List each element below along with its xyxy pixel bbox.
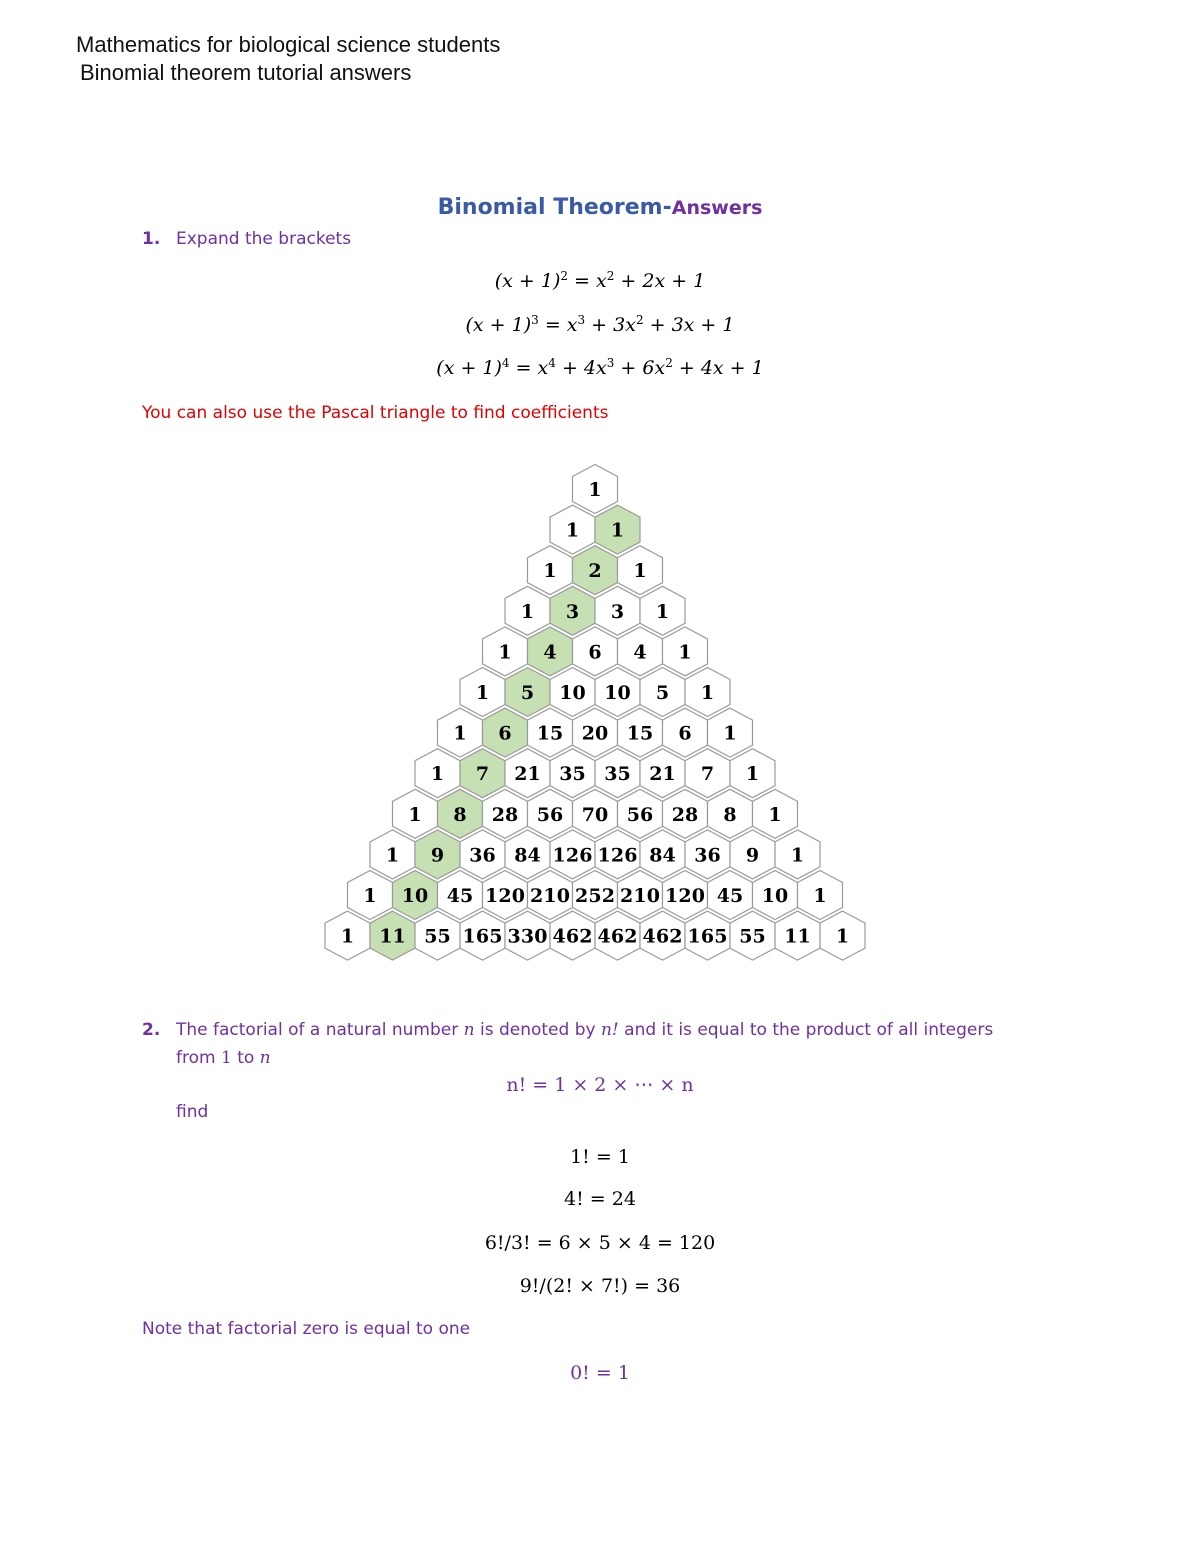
pascal-cell xyxy=(483,871,528,920)
pascal-value: 56 xyxy=(626,803,654,826)
pascal-value: 2 xyxy=(588,560,602,583)
pascal-value: 462 xyxy=(597,925,638,948)
pascal-value: 5 xyxy=(655,682,670,704)
pascal-value: 1 xyxy=(498,641,512,664)
pascal-cell xyxy=(528,871,573,920)
pascal-value: 45 xyxy=(446,885,474,907)
pascal-cell xyxy=(708,708,753,757)
find-label: find xyxy=(176,1102,209,1122)
pascal-value: 55 xyxy=(424,925,451,948)
pascal-cell xyxy=(573,708,618,757)
pascal-cell xyxy=(348,871,393,920)
pascal-value: 7 xyxy=(700,763,715,786)
pascal-cell xyxy=(685,668,730,717)
question-2-text-c: and it is equal to the product of all integers xyxy=(618,1020,994,1040)
question-1-text: Expand the brackets xyxy=(176,229,352,249)
pascal-cell xyxy=(595,586,640,635)
eq3-mid-exp: 4 xyxy=(548,356,556,370)
pascal-cell xyxy=(618,546,663,595)
pascal-value: 462 xyxy=(642,925,683,948)
pascal-cell xyxy=(618,627,663,676)
pascal-value: 1 xyxy=(565,519,580,542)
pascal-cell xyxy=(595,749,640,798)
question-2-number: 2. xyxy=(142,1020,161,1040)
pascal-cell xyxy=(663,871,708,920)
pascal-cell xyxy=(505,911,550,960)
answer-2: 4! = 24 xyxy=(564,1188,636,1210)
pascal-value: 165 xyxy=(462,925,503,948)
pascal-cell xyxy=(415,911,460,960)
pascal-cell xyxy=(505,830,550,879)
pascal-cell xyxy=(550,749,595,798)
pascal-cell xyxy=(460,830,505,879)
pascal-value: 45 xyxy=(716,885,744,907)
pascal-cell xyxy=(415,749,460,798)
eq3-rhs-b-exp: 2 xyxy=(665,356,673,370)
question-2-one: 1 xyxy=(220,1048,232,1068)
pascal-value: 1 xyxy=(610,519,625,542)
pascal-value: 10 xyxy=(604,682,631,704)
header-course: Mathematics for biological science students xyxy=(76,32,501,57)
pascal-value: 120 xyxy=(665,885,705,907)
pascal-value: 1 xyxy=(385,844,400,867)
pascal-value: 1 xyxy=(813,885,827,907)
pascal-value: 10 xyxy=(401,885,429,907)
pascal-cell xyxy=(595,830,640,879)
pascal-cell xyxy=(595,505,640,554)
pascal-value: 1 xyxy=(768,803,782,826)
pascal-value: 5 xyxy=(520,682,535,704)
pascal-cell xyxy=(663,627,708,676)
question-2-var-n-2: n xyxy=(259,1048,271,1068)
pascal-cell xyxy=(393,789,438,838)
pascal-cell xyxy=(618,871,663,920)
pascal-value: 1 xyxy=(655,600,670,623)
pascal-cell xyxy=(483,708,528,757)
eq3-lhs: (x + 1) xyxy=(436,357,502,379)
pascal-cell xyxy=(640,586,685,635)
answer-3: 6!/3! = 6 × 5 × 4 = 120 xyxy=(484,1232,716,1254)
pascal-value: 4 xyxy=(633,641,647,664)
pascal-value: 6 xyxy=(588,641,602,664)
pascal-cell xyxy=(528,546,573,595)
pascal-cell xyxy=(550,505,595,554)
pascal-value: 9 xyxy=(430,844,445,867)
pascal-cell xyxy=(640,830,685,879)
pascal-note: You can also use the Pascal triangle to find coefficients xyxy=(142,403,609,423)
pascal-cell xyxy=(505,668,550,717)
pascal-cell xyxy=(370,830,415,879)
answer-1: 1! = 1 xyxy=(570,1146,630,1168)
pascal-value: 126 xyxy=(552,844,593,867)
pascal-value: 84 xyxy=(514,844,541,867)
question-2-text-b: is denoted by xyxy=(474,1020,601,1040)
pascal-cell xyxy=(415,830,460,879)
eq2-lhs: (x + 1) xyxy=(465,314,532,336)
pascal-cell xyxy=(798,871,843,920)
pascal-value: 56 xyxy=(536,803,564,826)
title-suffix: Answers xyxy=(671,197,763,219)
pascal-cell xyxy=(753,871,798,920)
pascal-cell xyxy=(708,789,753,838)
pascal-value: 1 xyxy=(588,479,602,501)
question-2-continued xyxy=(176,1048,271,1068)
eq2-rhs-b: + 3x + 1 xyxy=(643,314,735,336)
pascal-cell xyxy=(483,789,528,838)
eq2-rhs-a-exp: 2 xyxy=(635,313,644,327)
pascal-value: 126 xyxy=(597,844,638,867)
pascal-value: 55 xyxy=(739,925,766,948)
pascal-value: 84 xyxy=(649,844,676,867)
pascal-value: 1 xyxy=(633,560,647,583)
pascal-cell xyxy=(393,871,438,920)
pascal-cell xyxy=(685,749,730,798)
eq3-lhs-exp: 4 xyxy=(501,356,510,370)
pascal-cell xyxy=(663,789,708,838)
eq2-lhs-exp: 3 xyxy=(531,313,539,327)
eq2-mid-exp: 3 xyxy=(577,313,586,327)
pascal-cell xyxy=(775,911,820,960)
pascal-value: 1 xyxy=(340,925,355,948)
question-2-text-e: to xyxy=(231,1048,260,1068)
pascal-value: 7 xyxy=(475,763,490,786)
eq1-mid: = x xyxy=(568,270,607,292)
pascal-value: 11 xyxy=(379,925,406,948)
zero-factorial-note: Note that factorial zero is equal to one xyxy=(142,1319,471,1339)
pascal-cell xyxy=(528,789,573,838)
eq3-rhs-a: + 4x xyxy=(555,357,607,379)
pascal-value: 210 xyxy=(620,885,660,907)
question-2-text-d: from xyxy=(176,1048,221,1068)
pascal-value: 1 xyxy=(475,682,490,704)
pascal-cell xyxy=(708,871,753,920)
eq3-rhs-a-exp: 3 xyxy=(606,356,615,370)
pascal-cell xyxy=(618,789,663,838)
pascal-cell xyxy=(573,465,618,514)
eq2-rhs-a: + 3x xyxy=(585,314,636,336)
eq3-mid: = x xyxy=(509,357,549,379)
pascal-cell xyxy=(595,911,640,960)
pascal-cell xyxy=(573,546,618,595)
pascal-value: 28 xyxy=(491,803,519,826)
pascal-cell xyxy=(573,789,618,838)
pascal-cell xyxy=(550,668,595,717)
pascal-value: 1 xyxy=(790,844,805,867)
eq3-rhs-c: + 4x + 1 xyxy=(672,357,764,379)
pascal-cell xyxy=(820,911,865,960)
pascal-value: 120 xyxy=(485,885,525,907)
question-2 xyxy=(142,1020,993,1040)
pascal-value: 165 xyxy=(687,925,728,948)
pascal-value: 8 xyxy=(723,803,737,826)
eq3-rhs-b: + 6x xyxy=(614,357,666,379)
pascal-cell xyxy=(460,749,505,798)
eq2-mid: = x xyxy=(538,314,578,336)
pascal-value: 1 xyxy=(520,600,535,623)
pascal-cell xyxy=(550,830,595,879)
pascal-value: 10 xyxy=(559,682,586,704)
pascal-value: 1 xyxy=(408,803,422,826)
pascal-value: 1 xyxy=(543,560,557,583)
pascal-value: 35 xyxy=(559,763,586,786)
pascal-value: 9 xyxy=(745,844,760,867)
pascal-value: 1 xyxy=(430,763,445,786)
pascal-cell xyxy=(528,708,573,757)
pascal-value: 36 xyxy=(694,844,721,867)
pascal-cell xyxy=(640,668,685,717)
pascal-value: 462 xyxy=(552,925,593,948)
pascal-value: 252 xyxy=(575,885,615,907)
pascal-value: 1 xyxy=(678,641,692,664)
pascal-cell xyxy=(730,911,775,960)
pascal-cell xyxy=(505,586,550,635)
pascal-value: 3 xyxy=(610,600,625,623)
pascal-cell xyxy=(595,668,640,717)
pascal-value: 10 xyxy=(761,885,789,907)
pascal-value: 11 xyxy=(784,925,811,948)
pascal-cell xyxy=(550,911,595,960)
pascal-value: 4 xyxy=(543,641,557,664)
eq1-rhs: + 2x + 1 xyxy=(614,270,706,292)
pascal-value: 3 xyxy=(565,600,580,623)
pascal-cell xyxy=(753,789,798,838)
pascal-cell xyxy=(640,749,685,798)
pascal-cell xyxy=(573,627,618,676)
eq1-mid-exp: 2 xyxy=(606,269,615,283)
pascal-value: 70 xyxy=(581,803,609,826)
pascal-cell xyxy=(550,586,595,635)
pascal-cell xyxy=(325,911,370,960)
pascal-value: 8 xyxy=(453,803,467,826)
question-1-number: 1. xyxy=(142,229,161,249)
eq1-lhs-exp: 2 xyxy=(560,269,569,283)
pascal-cell xyxy=(460,668,505,717)
pascal-cell xyxy=(528,627,573,676)
question-2-text-a: The factorial of a natural number xyxy=(176,1020,464,1040)
pascal-cell xyxy=(685,911,730,960)
pascal-cell xyxy=(640,911,685,960)
pascal-value: 1 xyxy=(723,722,737,745)
title-main: Binomial Theorem- xyxy=(437,195,672,220)
pascal-value: 1 xyxy=(700,682,715,704)
factorial-definition: n! = 1 × 2 × ⋯ × n xyxy=(506,1074,694,1096)
pascal-value: 1 xyxy=(363,885,377,907)
pascal-cell xyxy=(460,911,505,960)
pascal-value: 21 xyxy=(514,763,541,786)
pascal-value: 1 xyxy=(453,722,467,745)
pascal-cell xyxy=(663,708,708,757)
header-subtitle: Binomial theorem tutorial answers xyxy=(80,60,412,85)
answer-4: 9!/(2! × 7!) = 36 xyxy=(519,1275,681,1297)
pascal-cell xyxy=(505,749,550,798)
pascal-cell xyxy=(618,708,663,757)
pascal-cell xyxy=(573,871,618,920)
pascal-cell xyxy=(370,911,415,960)
question-2-var-nfact: n! xyxy=(600,1020,619,1040)
pascal-value: 36 xyxy=(469,844,496,867)
pascal-value: 6 xyxy=(678,722,692,745)
pascal-cell xyxy=(685,830,730,879)
pascal-value: 330 xyxy=(507,925,548,948)
pascal-value: 1 xyxy=(745,763,760,786)
pascal-value: 1 xyxy=(835,925,850,948)
pascal-value: 20 xyxy=(581,722,609,745)
pascal-cell xyxy=(438,871,483,920)
pascal-cell xyxy=(438,708,483,757)
pascal-value: 28 xyxy=(671,803,699,826)
pascal-cell xyxy=(438,789,483,838)
pascal-value: 35 xyxy=(604,763,631,786)
pascal-value: 21 xyxy=(649,763,676,786)
pascal-cell xyxy=(775,830,820,879)
pascal-value: 210 xyxy=(530,885,570,907)
zero-factorial: 0! = 1 xyxy=(570,1362,630,1384)
pascal-value: 6 xyxy=(498,722,512,745)
pascal-cell xyxy=(730,749,775,798)
pascal-cell xyxy=(483,627,528,676)
question-2-var-n: n xyxy=(463,1020,475,1040)
pascal-value: 15 xyxy=(626,722,654,745)
pascal-cell xyxy=(730,830,775,879)
eq1-lhs: (x + 1) xyxy=(494,270,561,292)
pascal-value: 15 xyxy=(536,722,564,745)
